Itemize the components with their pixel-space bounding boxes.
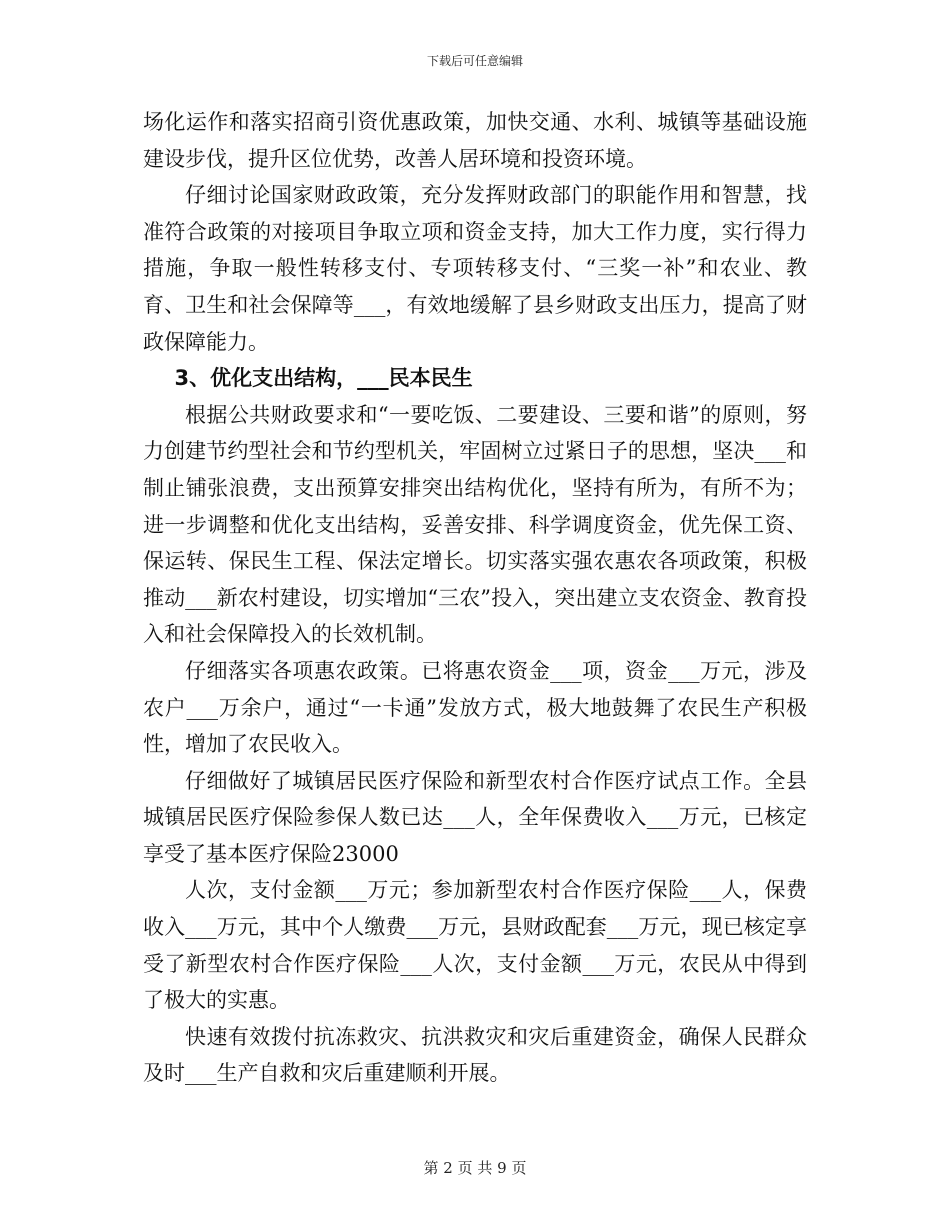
page-header-note: 下载后可任意编辑 [426, 54, 523, 68]
paragraph-2: 仔细讨论国家财政政策，充分发挥财政部门的职能作用和智慧，找准符合政策的对接项目争取立项和资金支持，加大工作力度，实行得力措施，争取一般性转移支付、专项转移支付、“三奖一补”和农业、教育、卫生和社会保障等___，有效地缓解了县乡财政支出压力，提高了财政保障能力。 [143, 183, 807, 354]
paragraph-1: 场化运作和落实招商引资优惠政策，加快交通、水利、城镇等基础设施建设步伐，提升区位优势，改善人居环境和投资环境。 [143, 110, 807, 171]
paragraph-6: 人次，支付金额___万元；参加新型农村合作医疗保险___人，保费收入___万元，其中个人缴费___万元，县财政配套___万元，现已核定享受了新型农村合作医疗保险___人次，支付金额___万元，农民从中得到了极大的实惠。 [143, 878, 807, 1013]
paragraph-3: 根据公共财政要求和“一要吃饭、二要建设、三要和谐”的原则，努力创建节约型社会和节约型机关，牢固树立过紧日子的思想，坚决___和制止铺张浪费，支出预算安排突出结构优化，坚持有所为，有所不为；进一步调整和优化支出结构，妥善安排、科学调度资金，优先保工资、保运转、保民生工程、保法定增长。切实落实强农惠农各项政策，积极推动___新农村建设，切实增加“三农”投入，突出建立支农资金、教育投入和社会保障投入的长效机制。 [143, 402, 807, 647]
paragraph-5: 仔细做好了城镇居民医疗保险和新型农村合作医疗试点工作。全县城镇居民医疗保险参保人数已达___人，全年保费收入___万元，已核定享受了基本医疗保险23000 [143, 768, 807, 866]
paragraph-7: 快速有效拨付抗冻救灾、抗洪救灾和灾后重建资金，确保人民群众及时___生产自救和灾后重建顺利开展。 [143, 1024, 807, 1086]
paragraph-4: 仔细落实各项惠农政策。已将惠农资金___项，资金___万元，涉及农户___万余户，通过“一卡通”发放方式，极大地鼓舞了农民生产积极性，增加了农民收入。 [143, 658, 807, 757]
document-body [143, 104, 807, 1092]
section-heading-3: 3、优化支出结构，___民本民生 [174, 366, 473, 391]
page-number: 第 2 页 共 9 页 [423, 1159, 527, 1177]
